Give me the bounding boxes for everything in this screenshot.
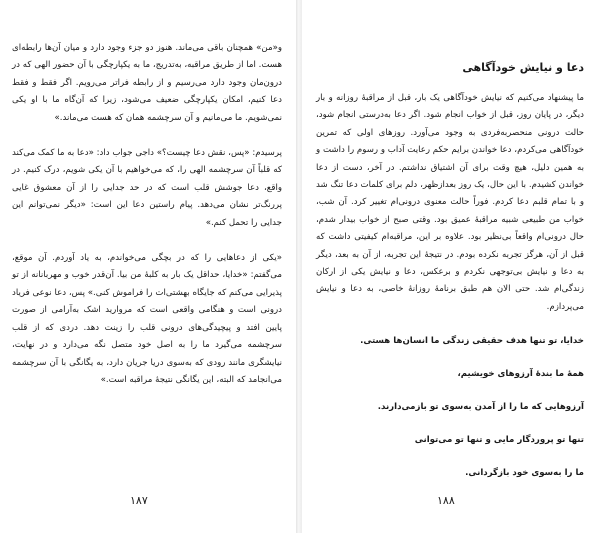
left-page [0,0,296,533]
right-page-number: ۱۸۸ [437,494,455,507]
left-paragraph-3: «یکی از دعاهایی را که در بچگی می‌خواندم، به یاد آوردم. آن موقع، می‌گفتم: «خدایا، حداقل یک بار به کلبهٔ من بیا. آن‌قدر خوب و مهربانانه از تو پذیرایی می‌کنم که جایگاه بهشتی‌ات را فراموش کنی.» پس، دعا نوعی فریاد درونی است و هنگامی واقعی است که مروارید اشک به‌آرامی از صورت پایین افتد و پیچیدگی‌های درونی قلب را زینت دهد. دردی که از قلب سرچشمه می‌گیرد ما را به اصل خود متصل نگه می‌دارد و در نهایت، نیایشگری مانند رودی که به‌سوی دریا جریان دارد، به یگانگی با آن سرچشمه می‌انجامد که البته، این یگانگی نتیجهٔ مراقبه است.» [12,253,282,385]
left-paragraph-2: پرسیدم: «پس، نقش دعا چیست؟» داجی جواب داد: «دعا به ما کمک می‌کند که قلباً آن سرچشمه الهی را، که می‌خواهیم با آن یکی شویم، درک کنیم. در واقع، دعا جوشش قلب است که در حد جدایی را از آن معشوق غایی پررنگ‌تر نشان می‌دهد. پیام راستین دعا این است: «دیگر نمی‌توانم این جدایی را تحمل کنم.» [12,148,282,228]
prayer-line-2: همهٔ ما بندهٔ آرزوهای خویشیم، [457,369,584,380]
prayer-line-4: تنها تو پروردگار مایی و تنها تو می‌توانی [414,435,584,446]
section-heading: دعا و نیایش خودآگاهی [462,61,584,74]
prayer-line-3: آرزوهایی که ما را از آمدن به‌سوی تو بازمی‌دارند. [377,402,584,413]
right-page [302,0,600,533]
prayer-line-5: ما را به‌سوی خود بازگردانی. [465,468,584,479]
left-paragraph-1: و«من» همچنان باقی می‌ماند. هنوز دو جزء وجود دارد و میان آن‌ها رابطه‌ای هست. اما از طریق مراقبه، به‌تدریج، ما به یکپارچگی با آن حضور الهی که در درون‌مان وجود دارد می‌رسیم و از رابطه فراتر می‌رویم. اگر فقط و فقط دعا کنیم، امکان یکپارچگی ضعیف می‌شود، زیرا که آن‌گاه ما با او یکی نمی‌شویم. ما می‌مانیم و آن سرچشمه همان که هست می‌ماند.» [12,43,282,123]
prayer-line-1: خدایا، تو تنها هدف حقیقی زندگی ما انسان‌ها هستی. [360,336,584,347]
left-page-number: ۱۸۷ [130,494,148,507]
right-paragraph-1: ما پیشنهاد می‌کنیم که نیایش خودآگاهی یک بار، قبل از مراقبهٔ روزانه و بار دیگر، در پایان روز، قبل از خواب انجام شود. اگر دعا به‌درستی انجام شود، حالت درونی منحصربه‌فردی به وجود می‌آورد. روزهای اولی که تمرین خودآگاهی می‌کردم، دعا خواندن برایم حکم رعایت آداب و رسوم را داشت و به همین دلیل، هیچ وقت برای آن اشتیاق نداشتم. در آخر، دست از دعا خواندن کشیدم. با این حال، یک روز بعدازظهر، دلم برای کلمات دعا تنگ شد و با تمام قلبم دعا کردم. فوراً حالت معنوی درونی‌ام تغییر کرد. آن شب، خواب من طبیعی شبیه مراقبهٔ عمیق بود. وقتی صبح از خواب بیدار شدم، حال درونی‌ام واقعاً بی‌نظیر بود. علاوه بر این، مراقبه‌ام کیفیتی داشت که قبل از آن، هرگز تجربه نکرده بودم. در نتیجهٔ این تجربه، از آن به بعد، دیگر به دعا و نیایش بی‌توجهی نکردم و برعکس، دعا و نیایش یکی از ارکان زندگی‌ام شد. حتی الان هم طبق برنامهٔ روزانهٔ خاصی، به دعا و نیایش می‌پردازم. [316,93,584,312]
